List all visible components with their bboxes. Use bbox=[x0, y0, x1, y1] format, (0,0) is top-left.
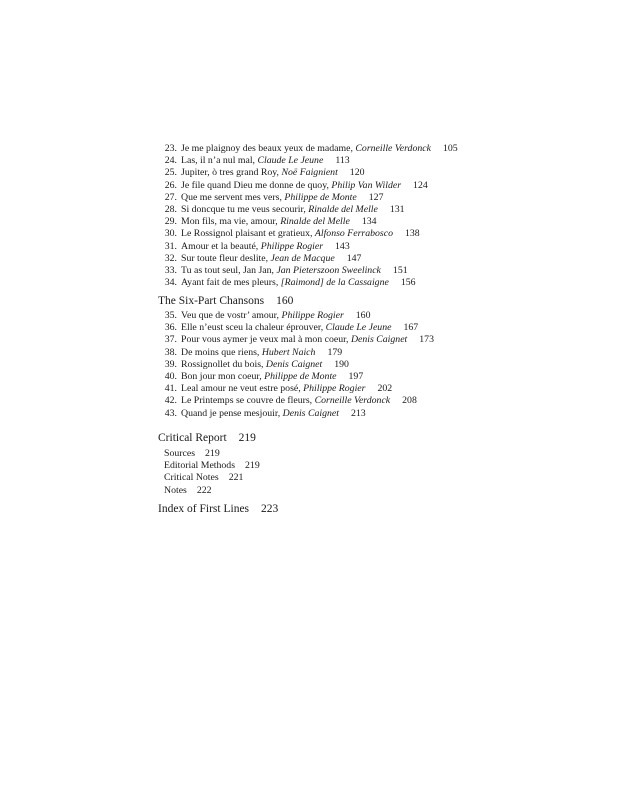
entry-composer: Jan Pieterszoon Sweelinck bbox=[276, 264, 381, 276]
entry-number: 41. bbox=[164, 383, 177, 395]
report-item-label: Notes bbox=[164, 484, 187, 496]
entry-title: Mon fils, ma vie, amour, bbox=[181, 216, 278, 228]
toc-entry bbox=[158, 155, 578, 167]
toc-entry bbox=[158, 241, 578, 253]
toc-entry bbox=[158, 253, 578, 265]
entry-number: 38. bbox=[164, 346, 177, 358]
entry-page: 213 bbox=[350, 407, 366, 419]
critical-report-heading bbox=[158, 431, 578, 445]
entry-number: 33. bbox=[164, 264, 177, 276]
toc-entry bbox=[158, 371, 578, 383]
entry-title: Je me plaignoy des beaux yeux de madame, bbox=[181, 143, 353, 154]
entry-composer: Noë Faignient bbox=[281, 167, 338, 179]
toc-entry bbox=[158, 228, 578, 240]
entry-title: Amour et la beauté, bbox=[181, 240, 259, 252]
report-item-label: Sources bbox=[164, 448, 196, 459]
section-title: The Six-Part Chansons bbox=[158, 295, 265, 307]
toc-entry bbox=[158, 204, 578, 216]
entry-composer: Rinalde del Melle bbox=[308, 203, 378, 215]
entry-page: 138 bbox=[404, 228, 420, 240]
toc-entry bbox=[158, 216, 578, 228]
entry-page: 208 bbox=[402, 395, 417, 407]
entry-page: 202 bbox=[377, 383, 393, 395]
entry-page: 160 bbox=[355, 310, 371, 321]
entry-composer: Corneille Verdonck bbox=[314, 395, 391, 407]
entry-title: Tu as tout seul, Jan Jan, bbox=[181, 264, 274, 276]
entry-number: 42. bbox=[164, 395, 177, 407]
report-item-label: Critical Notes bbox=[164, 472, 219, 484]
section-title: Index of First Lines bbox=[158, 503, 250, 515]
entry-page: 113 bbox=[335, 155, 350, 167]
entry-page: 167 bbox=[403, 322, 419, 334]
entry-page: 105 bbox=[442, 143, 458, 154]
entry-number: 31. bbox=[164, 240, 177, 252]
entry-number: 37. bbox=[164, 334, 177, 346]
entry-composer: Denis Caignet bbox=[350, 334, 408, 346]
entry-title: Las, il n’a nul mal, bbox=[181, 155, 256, 167]
toc-entry bbox=[158, 408, 578, 420]
entry-number: 25. bbox=[164, 167, 177, 179]
entry-title: Ayant fait de mes pleurs, bbox=[181, 277, 279, 289]
entry-title: Jupiter, ò tres grand Roy, bbox=[181, 167, 280, 179]
report-item bbox=[158, 472, 578, 484]
toc-entry bbox=[158, 192, 578, 204]
entry-composer: [Raimond] de la Cassaigne bbox=[280, 277, 389, 289]
entry-composer: Hubert Naich bbox=[261, 346, 316, 358]
entry-page: 190 bbox=[334, 358, 349, 370]
entry-title: Le Rossignol plaisant et gratieux, bbox=[181, 228, 313, 240]
toc-entry bbox=[158, 359, 578, 371]
entry-number: 27. bbox=[164, 191, 177, 203]
entry-number: 23. bbox=[164, 143, 177, 154]
report-item bbox=[158, 485, 578, 497]
entry-title: De moins que riens, bbox=[181, 346, 260, 358]
entry-composer: Claude Le Jeune bbox=[257, 155, 324, 167]
toc-entry bbox=[158, 180, 578, 192]
entry-number: 43. bbox=[164, 407, 177, 419]
entry-title: Si doncque tu me veus secourir, bbox=[181, 203, 306, 215]
entry-title: Je file quand Dieu me donne de quoy, bbox=[181, 179, 329, 191]
section-page: 219 bbox=[238, 432, 256, 444]
report-item-label: Editorial Methods bbox=[164, 460, 236, 472]
entry-title: Bon jour mon coeur, bbox=[181, 370, 262, 382]
entry-title: Sur toute fleur deslite, bbox=[181, 252, 269, 264]
entry-page: 156 bbox=[400, 277, 416, 289]
entry-number: 35. bbox=[164, 310, 177, 321]
entry-title: Que me servent mes vers, bbox=[181, 191, 282, 203]
entry-page: 131 bbox=[389, 203, 405, 215]
four-part-list bbox=[158, 143, 578, 289]
toc-entry bbox=[158, 265, 578, 277]
entry-title: Pour vous aymer je veux mal à mon coeur, bbox=[181, 334, 349, 346]
entry-composer: Philippe de Monte bbox=[264, 370, 337, 382]
entry-composer: Philippe Rogier bbox=[281, 310, 344, 321]
entry-composer: Philippe de Monte bbox=[284, 191, 357, 203]
toc-entry bbox=[158, 143, 578, 155]
entry-page: 197 bbox=[348, 370, 364, 382]
report-item bbox=[158, 460, 578, 472]
entry-number: 40. bbox=[164, 370, 177, 382]
entry-number: 34. bbox=[164, 277, 177, 289]
toc-entry bbox=[158, 310, 578, 322]
entry-number: 36. bbox=[164, 322, 177, 334]
entry-page: 151 bbox=[392, 264, 408, 276]
entry-number: 30. bbox=[164, 228, 177, 240]
entry-composer: Jean de Macque bbox=[270, 252, 335, 264]
entry-page: 179 bbox=[327, 346, 343, 358]
six-part-heading bbox=[158, 294, 578, 308]
entry-composer: Philippe Rogier bbox=[260, 240, 324, 252]
entry-page: 134 bbox=[361, 216, 377, 228]
entry-title: Leal amour ne veut estre posé, bbox=[181, 383, 301, 395]
entry-number: 24. bbox=[164, 155, 177, 167]
report-item-page: 222 bbox=[196, 484, 212, 496]
entry-number: 29. bbox=[164, 216, 177, 228]
toc-entry bbox=[158, 395, 578, 407]
report-item bbox=[158, 448, 578, 460]
entry-composer: Corneille Verdonck bbox=[355, 143, 431, 154]
toc-entry bbox=[158, 383, 578, 395]
entry-page: 127 bbox=[368, 191, 384, 203]
toc-entry bbox=[158, 277, 578, 289]
entry-number: 32. bbox=[164, 252, 177, 264]
entry-composer: Denis Caignet bbox=[265, 358, 323, 370]
entry-title: Veu que de vostr’ amour, bbox=[181, 310, 280, 321]
entry-composer: Philip Van Wilder bbox=[331, 179, 402, 191]
entry-number: 26. bbox=[164, 179, 177, 191]
entry-page: 147 bbox=[346, 252, 362, 264]
toc-entry bbox=[158, 334, 578, 346]
section-title: Critical Report bbox=[158, 432, 227, 444]
toc-entry bbox=[158, 322, 578, 334]
entry-page: 143 bbox=[335, 240, 350, 252]
toc-entry bbox=[158, 167, 578, 179]
entry-composer: Denis Caignet bbox=[282, 407, 339, 419]
report-item-page: 219 bbox=[205, 448, 220, 459]
entry-composer: Rinalde del Melle bbox=[280, 216, 350, 228]
critical-report-list bbox=[158, 448, 578, 497]
entry-composer: Alfonso Ferrabosco bbox=[314, 228, 393, 240]
entry-composer: Claude Le Jeune bbox=[325, 322, 392, 334]
entry-number: 28. bbox=[164, 203, 177, 215]
entry-composer: Philippe Rogier bbox=[303, 383, 366, 395]
entry-title: Rossignollet du bois, bbox=[181, 358, 264, 370]
six-part-list bbox=[158, 310, 578, 420]
entry-title: Elle n’eust sceu la chaleur éprouver, bbox=[181, 322, 324, 334]
entry-title: Quand je pense mesjouir, bbox=[181, 407, 281, 419]
entry-page: 173 bbox=[419, 334, 434, 346]
entry-title: Le Printemps se couvre de fleurs, bbox=[181, 395, 313, 407]
entry-page: 120 bbox=[349, 167, 365, 179]
entry-page: 124 bbox=[413, 179, 428, 191]
entry-number: 39. bbox=[164, 358, 177, 370]
report-item-page: 221 bbox=[228, 472, 244, 484]
section-page: 223 bbox=[261, 503, 279, 515]
section-page: 160 bbox=[276, 295, 294, 307]
index-heading bbox=[158, 502, 578, 516]
toc-entry bbox=[158, 347, 578, 359]
report-item-page: 219 bbox=[245, 460, 260, 472]
